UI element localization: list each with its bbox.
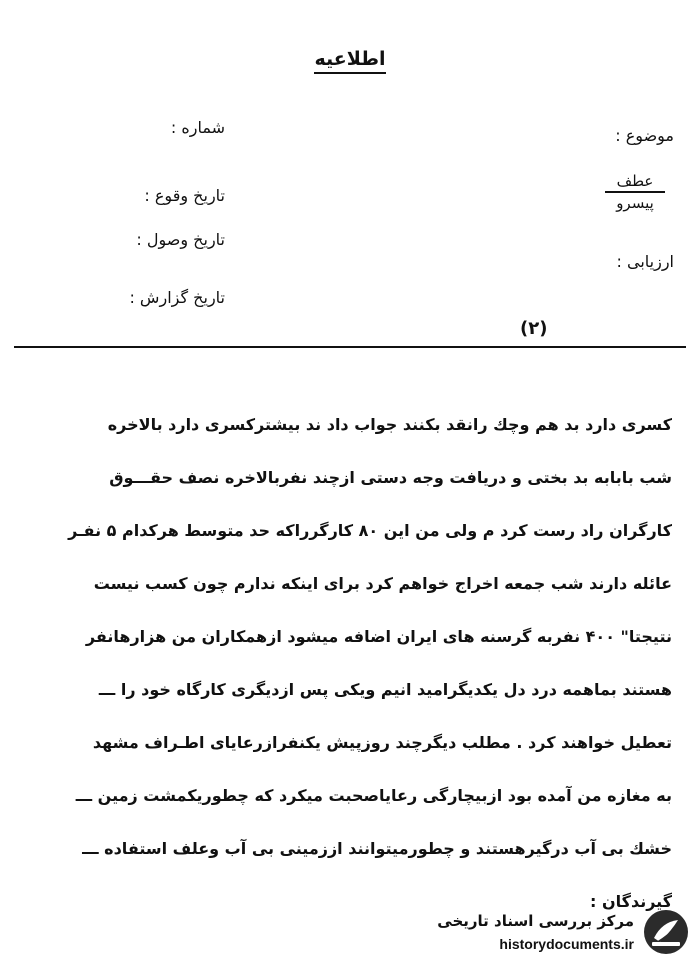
body-line: عائله دارند شب جمعه اخراج خواهم کرد برای اینکه ندارم چون کسب نیست (93, 574, 672, 593)
reference-field (605, 172, 665, 212)
report-date-field: تاریخ گزارش : (129, 288, 225, 307)
body-line: خشك بی آب درگیرهستند و چطورمیتوانند اززمینی بی آب وعلف استفاده ـــ (82, 839, 672, 858)
body-line: کسری دارد بد هم وچك رانقد بکنند جواب داد ند بیشترکسری دارد بالاخره (107, 415, 672, 434)
subject-field: موضوع : (615, 126, 674, 145)
reference-top: عطف (616, 172, 654, 190)
occurrence-date-field: تاریخ وقوع : (144, 186, 225, 205)
body-line: نتیجتا" ۴۰۰ نفربه گرسنه های ایران اضافه میشود ازهمکاران من هزارهانفر (85, 627, 672, 646)
body-line: به مغازه من آمده بود ازبیچارگی رعایاصحبت میکرد که چطوریکمشت زمین ـــ (75, 786, 672, 805)
document-title-text: اطلاعیه (314, 48, 385, 74)
book-leaf-icon (642, 908, 690, 956)
body-line: گیرندگان : (590, 892, 672, 911)
footer-org-name: مرکز بررسی اسناد تاریخی (437, 912, 634, 930)
page-number: (۲) (520, 318, 548, 339)
receipt-date-field: تاریخ وصول : (136, 230, 225, 249)
reference-bottom: پیسرو (616, 194, 654, 212)
footer-url: historydocuments.ir (499, 936, 634, 952)
evaluation-field: ارزیابی : (616, 252, 674, 271)
footer-logo (416, 906, 696, 962)
body-text (24, 398, 672, 928)
number-field: شماره : (170, 118, 225, 137)
reference-divider (605, 191, 665, 193)
body-line: شب بابابه بد بختی و دریافت وجه دستی ازچند نفربالاخره نصف حقـــوق (109, 468, 672, 487)
header-separator (14, 346, 686, 348)
document-title (0, 48, 700, 70)
body-line: تعطیل خواهند کرد . مطلب دیگرچند روزپیش یکنفرازرعایای اطـراف مشهد (92, 733, 672, 752)
body-line: کارگران راد رست کرد م ولی من این ۸۰ کارگرراکه حد متوسط هرکدام ۵ نفـر (68, 521, 672, 540)
body-line: هستند بماهمه درد دل یکدیگرامید انیم ویکی پس ازدیگری کارگاه خود را ـــ (98, 680, 672, 699)
